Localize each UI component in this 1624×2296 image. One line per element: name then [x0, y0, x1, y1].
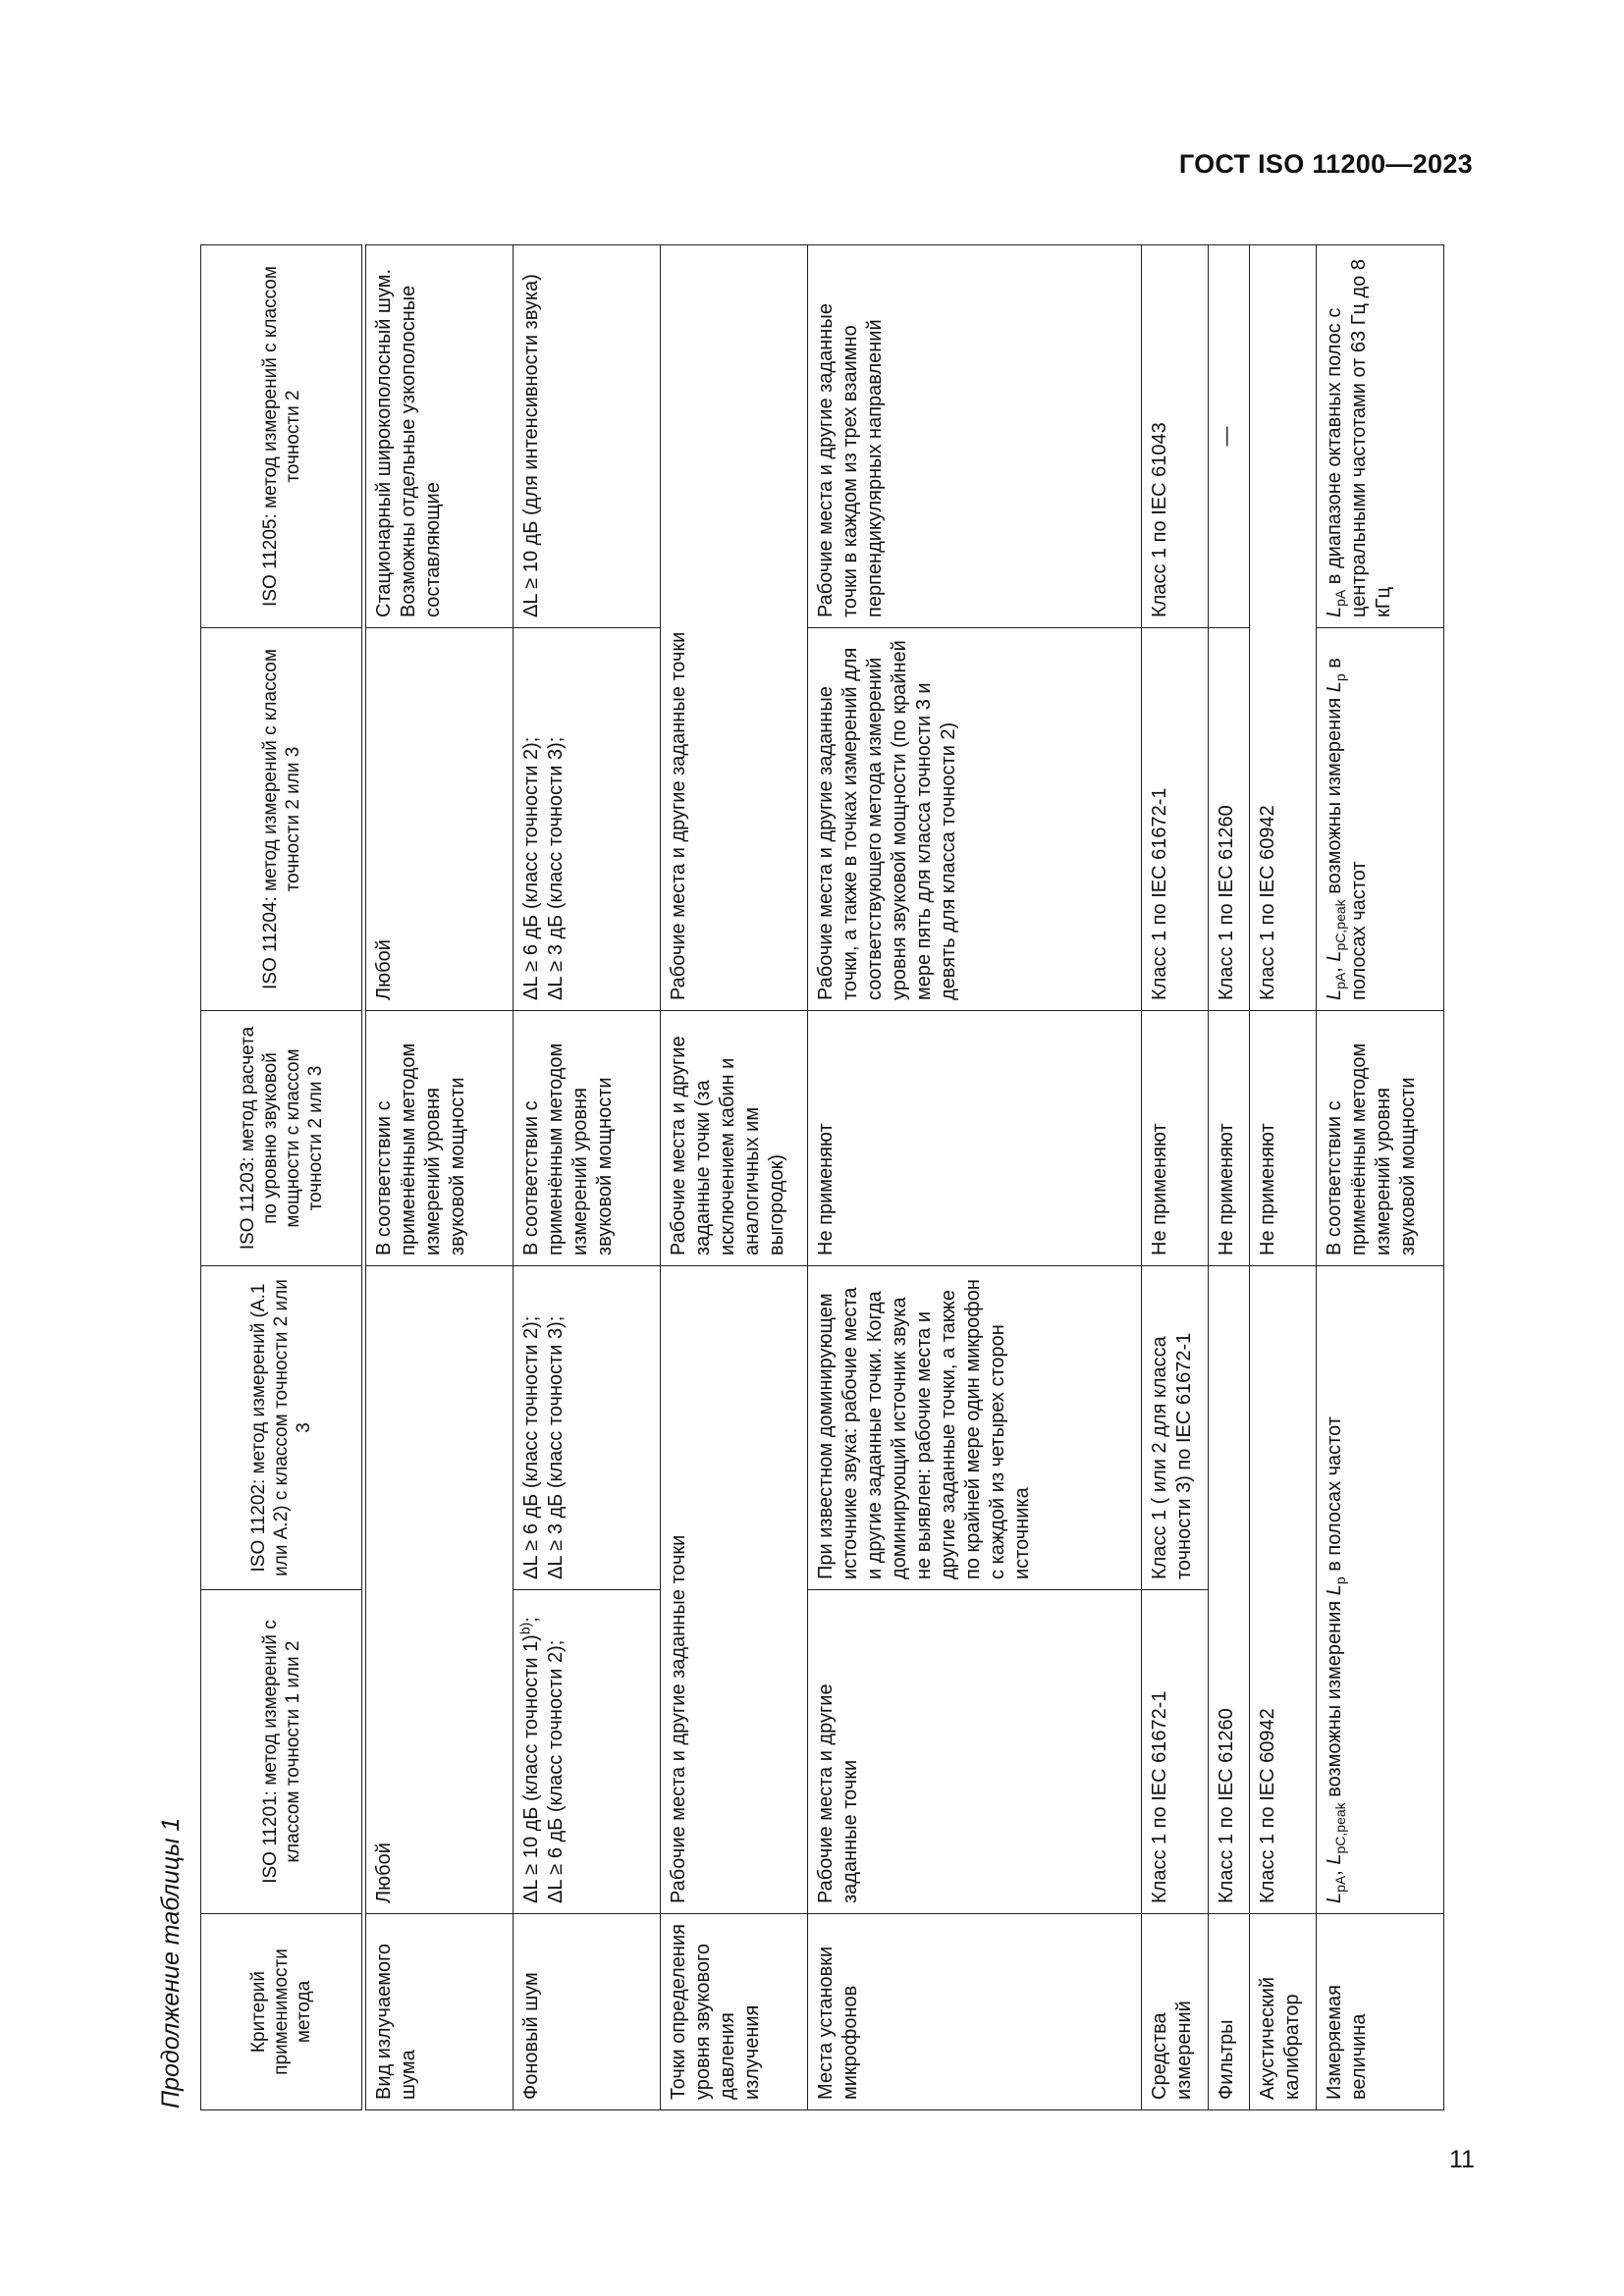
table-cell: Класс 1 по IEC 61672-1 [1142, 1590, 1209, 1914]
table-cell: Класс 1 по IEC 60942 [1250, 1266, 1317, 1914]
table-cell: Класс 1 по IEC 60942 [1250, 245, 1317, 1011]
table-cell: Класс 1 по IEC 61260 [1209, 1266, 1250, 1914]
cell-text: ΔL ≥ 6 дБ (класс точности 2); [545, 1639, 567, 1903]
table-cell: Рабочие места и другие заданные точки [808, 1590, 1142, 1914]
criterion-cell: Места установки микрофонов [808, 1914, 1142, 2110]
cell-text: в полосах частот [1324, 658, 1370, 1000]
table-row [366, 245, 514, 2110]
table-cell: Рабочие места и другие заданные точки [661, 245, 808, 1011]
table-cell: Не применяют [808, 1011, 1142, 1266]
table-row [1142, 245, 1209, 2110]
table-cell: $L_{pA}$, $L_{pC,peak}$ возможны измерения $L_p$ в полосах частот [1317, 628, 1444, 1011]
table-cell: Не применяют [1142, 1011, 1209, 1266]
symbol-subscript: pC,peak [1332, 899, 1348, 951]
cell-text: возможны измерения [1324, 697, 1345, 894]
criterion-cell: Вид излучаемого шума [366, 1914, 514, 2110]
table-cell: В соответствии с применённым методом измерений уровня звуковой мощности [514, 1011, 661, 1266]
footnote-mark: b) [516, 1622, 533, 1635]
table-cell: При известном доминирующем источнике звука: рабочие места и другие заданные точки. Когда доминирующий источник звука не выявлен: рабочие места и другие заданные точки, а также по крайней мере один микрофон с каждой из четырех сторон источника [808, 1266, 1142, 1590]
cell-text: ; [520, 1617, 542, 1623]
column-header: ISO 11202: метод измерений (А.1 или А.2) с классом точности 2 или 3 [201, 1266, 362, 1590]
cell-text: ΔL ≥ 3 дБ (класс точности 3); [545, 736, 567, 1000]
table-cell: Стационарный широкополосный шум. Возможны отдельные узкополосные составляющие [366, 245, 514, 628]
table-cell: Класс 1 по IEC 61672-1 [1142, 628, 1209, 1011]
table-cell [1317, 245, 1444, 628]
cell-text: ΔL ≥ 6 дБ (класс точности 2); [520, 1315, 542, 1579]
table-header-row [201, 245, 362, 2110]
criterion-cell: Точки определения уровня звукового давления излучения [661, 1914, 808, 2110]
column-header: ISO 11204: метод измерений с классом точности 2 или 3 [201, 628, 362, 1011]
criterion-cell: Средства измерений [1142, 1914, 1209, 2110]
table-cell: Рабочие места и другие заданные точки, а также в точках измерений для соответствующего метода измерений уровня звуковой мощности (по крайней мере пять для класса точности 3 и девять для класса точности 2) [808, 628, 1142, 1011]
table-cell: Класс 1 ( или 2 для класса точности 3) по IEC 61672-1 [1142, 1266, 1209, 1590]
table-cell [514, 1266, 661, 1590]
rotated-table-area [149, 245, 1444, 2110]
criterion-cell: Фоновый шум [514, 1914, 661, 2110]
symbol-subscript: pA [1332, 589, 1348, 607]
symbol-L: L [1324, 681, 1345, 693]
table-cell: ΔL ≥ 10 дБ (для интенсивности звука) [514, 245, 661, 628]
symbol-L: L [1324, 988, 1345, 1000]
cell-text: возможны измерения [1324, 1600, 1345, 1797]
table-cell: Не применяют [1209, 1011, 1250, 1266]
symbol-L: L [1324, 1892, 1345, 1903]
cell-text: в диапазоне октавных полос с центральными частотами от 63 Гц до 8 кГц [1324, 258, 1394, 617]
table-cell: В соответствии с применённым методом измерений уровня звуковой мощности [366, 1011, 514, 1266]
symbol-L: L [1324, 1853, 1345, 1865]
table-cell: Рабочие места и другие заданные точки (за исключением кабин и аналогичных им выгородок) [661, 1011, 808, 1266]
table-row [1209, 245, 1250, 2110]
column-header: ISO 11205: метод измерений с классом точности 2 [201, 245, 362, 628]
requirements-table [200, 244, 1444, 2110]
column-header: ISO 11203: метод расчета по уровню звуковой мощности с классом точности 2 или 3 [201, 1011, 362, 1266]
symbol-subscript: pC,peak [1332, 1802, 1348, 1854]
continuation-title: Продолжение таблицы 1 [157, 1817, 185, 2109]
table-row [1250, 245, 1317, 2110]
cell-text: ΔL ≥ 10 дБ (класс точности 1) [520, 1634, 542, 1903]
criterion-cell: Акустический калибратор [1250, 1914, 1317, 2110]
symbol-subscript: p [1332, 673, 1348, 682]
table-cell: Рабочие места и другие заданные точки [661, 1266, 808, 1914]
table-cell: $L_{pA}$, $L_{pC,peak}$ возможны измерения $L_p$ в полосах частот [1317, 1266, 1444, 1914]
table-cell: Рабочие места и другие заданные точки в каждом из трех взаимно перпендикулярных направлений [808, 245, 1142, 628]
symbol-subscript: pA [1332, 1875, 1348, 1893]
table-cell: Любой [366, 628, 514, 1011]
cell-text: ΔL ≥ 6 дБ (класс точности 2); [520, 736, 542, 1000]
table-cell [514, 628, 661, 1011]
symbol-L: L [1324, 950, 1345, 962]
table-row [514, 245, 661, 2110]
column-header: Критерий применимости метода [201, 1914, 362, 2110]
table-cell [514, 1590, 661, 1914]
table-cell: Класс 1 по IEC 61260 [1209, 628, 1250, 1011]
symbol-subscript: pA [1332, 972, 1348, 989]
cell-text: ΔL ≥ 3 дБ (класс точности 3); [545, 1315, 567, 1579]
table-row [661, 245, 808, 2110]
symbol-L: L [1324, 1584, 1345, 1596]
symbol-L: L [1324, 606, 1345, 617]
page-number: 11 [1449, 2146, 1475, 2173]
table-row [808, 245, 1142, 2110]
table-cell: В соответствии с применённым методом измерений уровня звуковой мощности [1317, 1011, 1444, 1266]
table-cell: Не применяют [1250, 1011, 1317, 1266]
cell-text: в полосах частот [1324, 1416, 1345, 1572]
standard-header: ГОСТ ISO 11200—2023 [1178, 149, 1473, 179]
symbol-subscript: p [1332, 1576, 1348, 1585]
criterion-cell: Измеряемая величина [1317, 1914, 1444, 2110]
table-cell: — [1209, 245, 1250, 628]
column-header: ISO 11201: метод измерений с классом точности 1 или 2 [201, 1590, 362, 1914]
table-cell: Любой [366, 1266, 514, 1914]
criterion-cell: Фильтры [1209, 1914, 1250, 2110]
table-cell: Класс 1 по IEC 61043 [1142, 245, 1209, 628]
table-row [1317, 245, 1444, 2110]
